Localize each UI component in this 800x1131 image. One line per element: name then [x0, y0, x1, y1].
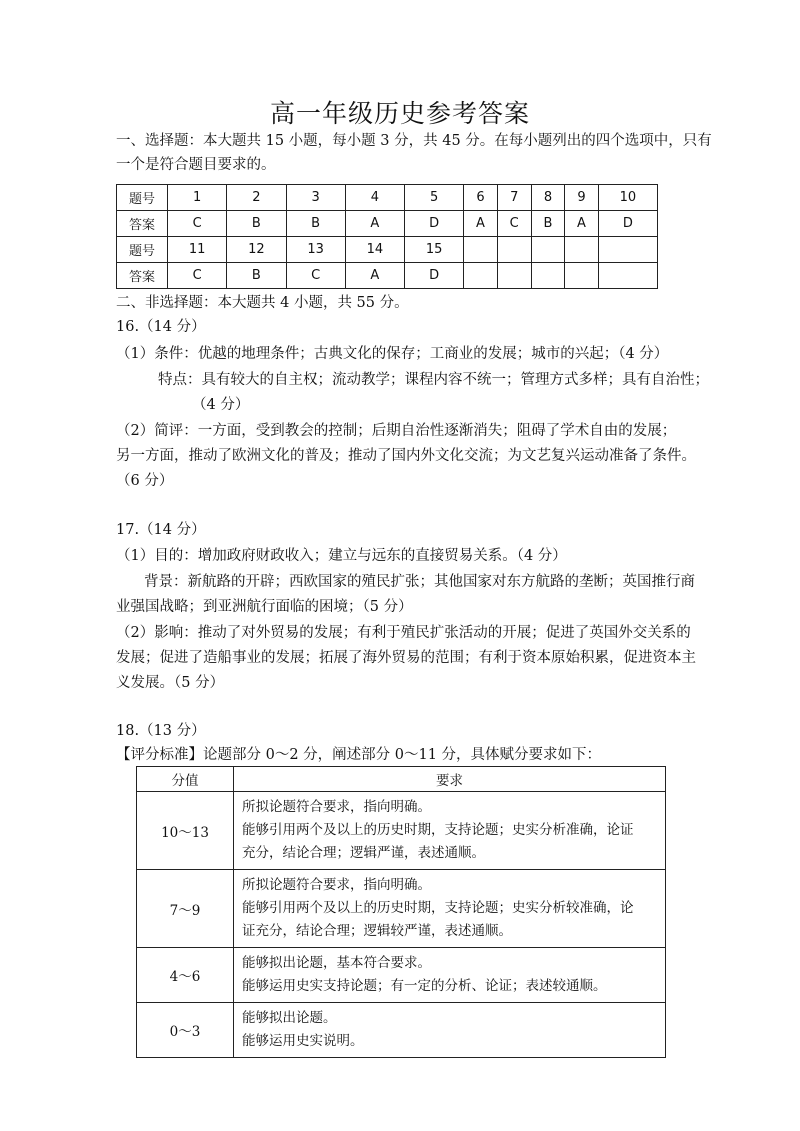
table-row: [137, 948, 666, 1003]
cell: [497, 263, 531, 289]
q16-line6: （6 分）: [116, 473, 174, 489]
cell: D: [405, 211, 464, 237]
cell: A: [565, 211, 598, 237]
section1-line2: 一个是符合题目要求的。: [116, 157, 276, 173]
cell: B: [227, 211, 286, 237]
table-row: [137, 1003, 666, 1058]
cell: 5: [405, 185, 464, 211]
q17-line1: （1）目的：增加政府财政收入；建立与远东的直接贸易关系。（4 分）: [116, 548, 567, 564]
table-row: [117, 263, 658, 289]
requirement-line: 证充分，结论合理；逻辑较严谨，表述通顺。: [242, 923, 512, 939]
cell: 6: [464, 185, 497, 211]
requirement-line: 所拟论题符合要求，指向明确。: [242, 799, 431, 815]
page-title: 高一年级历史参考答案: [269, 99, 530, 128]
table-row: [117, 185, 658, 211]
cell: [531, 237, 565, 263]
q16-line4: （2）简评：一方面，受到教会的控制；后期自治性逐渐消失；阻碍了学术自由的发展；: [116, 423, 677, 439]
table-row: [137, 792, 666, 870]
requirement-line: 能够拟出论题，基本符合要求。: [242, 955, 431, 971]
cell: 15: [405, 237, 464, 263]
cell: D: [598, 211, 657, 237]
requirement-cell: [234, 870, 666, 948]
cell: A: [345, 211, 404, 237]
q17-line6: 义发展。（5 分）: [116, 675, 225, 691]
cell: 14: [345, 237, 404, 263]
cell: [531, 263, 565, 289]
requirement-line: 能够引用两个及以上的历史时期，支持论题；史实分析准确，论证: [242, 822, 634, 838]
requirement-cell: [234, 948, 666, 1003]
cell: B: [286, 211, 345, 237]
q18-heading: 18.（13 分）: [116, 723, 206, 739]
q16-line2: 特点：具有较大的自主权；流动教学；课程内容不统一；管理方式多样；具有自治性；: [158, 372, 709, 388]
requirement-line: 充分，结论合理；逻辑严谨，表述通顺。: [242, 845, 485, 861]
section1-line1: 一、选择题：本大题共 15 小题，每小题 3 分，共 45 分。在每小题列出的四个选项中，只有: [116, 133, 712, 149]
choice-answer-table: [116, 184, 658, 289]
cell: [464, 237, 497, 263]
cell: D: [405, 263, 464, 289]
score-cell: 7～9: [137, 870, 234, 948]
requirement-line: 能够引用两个及以上的历史时期，支持论题；史实分析较准确，论: [242, 900, 634, 916]
cell: C: [168, 211, 227, 237]
table-row: [137, 870, 666, 948]
section2-line: 二、非选择题：本大题共 4 小题，共 55 分。: [116, 295, 409, 311]
score-column-header: 分值: [137, 767, 234, 792]
cell: C: [286, 263, 345, 289]
cell: [598, 263, 657, 289]
cell: 11: [168, 237, 227, 263]
q18-criteria: 【评分标准】论题部分 0～2 分，阐述部分 0～11 分，具体赋分要求如下：: [116, 747, 602, 763]
requirement-cell: [234, 792, 666, 870]
score-cell: 10～13: [137, 792, 234, 870]
cell: 10: [598, 185, 657, 211]
cell: 1: [168, 185, 227, 211]
requirement-line: 能够拟出论题。: [242, 1010, 337, 1026]
cell: [565, 237, 598, 263]
answer-label: 答案: [117, 211, 168, 237]
q17-line5: 发展；促进了造船事业的发展；拓展了海外贸易的范围；有利于资本原始积累，促进资本主: [116, 650, 696, 666]
cell: B: [531, 211, 565, 237]
cell: 4: [345, 185, 404, 211]
cell: [497, 237, 531, 263]
table-row: [137, 767, 666, 792]
q16-line1: （1）条件：优越的地理条件；古典文化的保存；工商业的发展；城市的兴起；（4 分）: [116, 346, 669, 362]
table-row: [117, 237, 658, 263]
requirement-cell: [234, 1003, 666, 1058]
cell: A: [345, 263, 404, 289]
cell: 9: [565, 185, 598, 211]
cell: 2: [227, 185, 286, 211]
requirement-line: 能够运用史实说明。: [242, 1033, 364, 1049]
cell: [464, 263, 497, 289]
q16-heading: 16.（14 分）: [116, 319, 206, 335]
requirement-column-header: 要求: [234, 767, 666, 792]
cell: [565, 263, 598, 289]
cell: 12: [227, 237, 286, 263]
requirement-line: 所拟论题符合要求，指向明确。: [242, 877, 431, 893]
grading-table: [136, 766, 666, 1058]
cell: [598, 237, 657, 263]
cell: C: [168, 263, 227, 289]
requirement-line: 能够运用史实支持论题；有一定的分析、论证；表述较通顺。: [242, 978, 607, 994]
answer-label: 答案: [117, 263, 168, 289]
cell: 7: [497, 185, 531, 211]
question-number-label: 题号: [117, 185, 168, 211]
q17-line4: （2）影响：推动了对外贸易的发展；有利于殖民扩张活动的开展；促进了英国外交关系的: [116, 625, 691, 641]
cell: 3: [286, 185, 345, 211]
q16-line3: （4 分）: [192, 397, 250, 413]
score-cell: 4～6: [137, 948, 234, 1003]
cell: C: [497, 211, 531, 237]
q17-line2: 背景：新航路的开辟；西欧国家的殖民扩张；其他国家对东方航路的垄断；英国推行商: [144, 574, 695, 590]
q17-heading: 17.（14 分）: [116, 522, 206, 538]
table-row: [117, 211, 658, 237]
q17-line3: 业强国战略；到亚洲航行面临的困境；（5 分）: [116, 599, 413, 615]
score-cell: 0～3: [137, 1003, 234, 1058]
cell: 13: [286, 237, 345, 263]
cell: B: [227, 263, 286, 289]
cell: 8: [531, 185, 565, 211]
cell: A: [464, 211, 497, 237]
q16-line5: 另一方面，推动了欧洲文化的普及；推动了国内外文化交流；为文艺复兴运动准备了条件。: [116, 448, 696, 464]
question-number-label: 题号: [117, 237, 168, 263]
